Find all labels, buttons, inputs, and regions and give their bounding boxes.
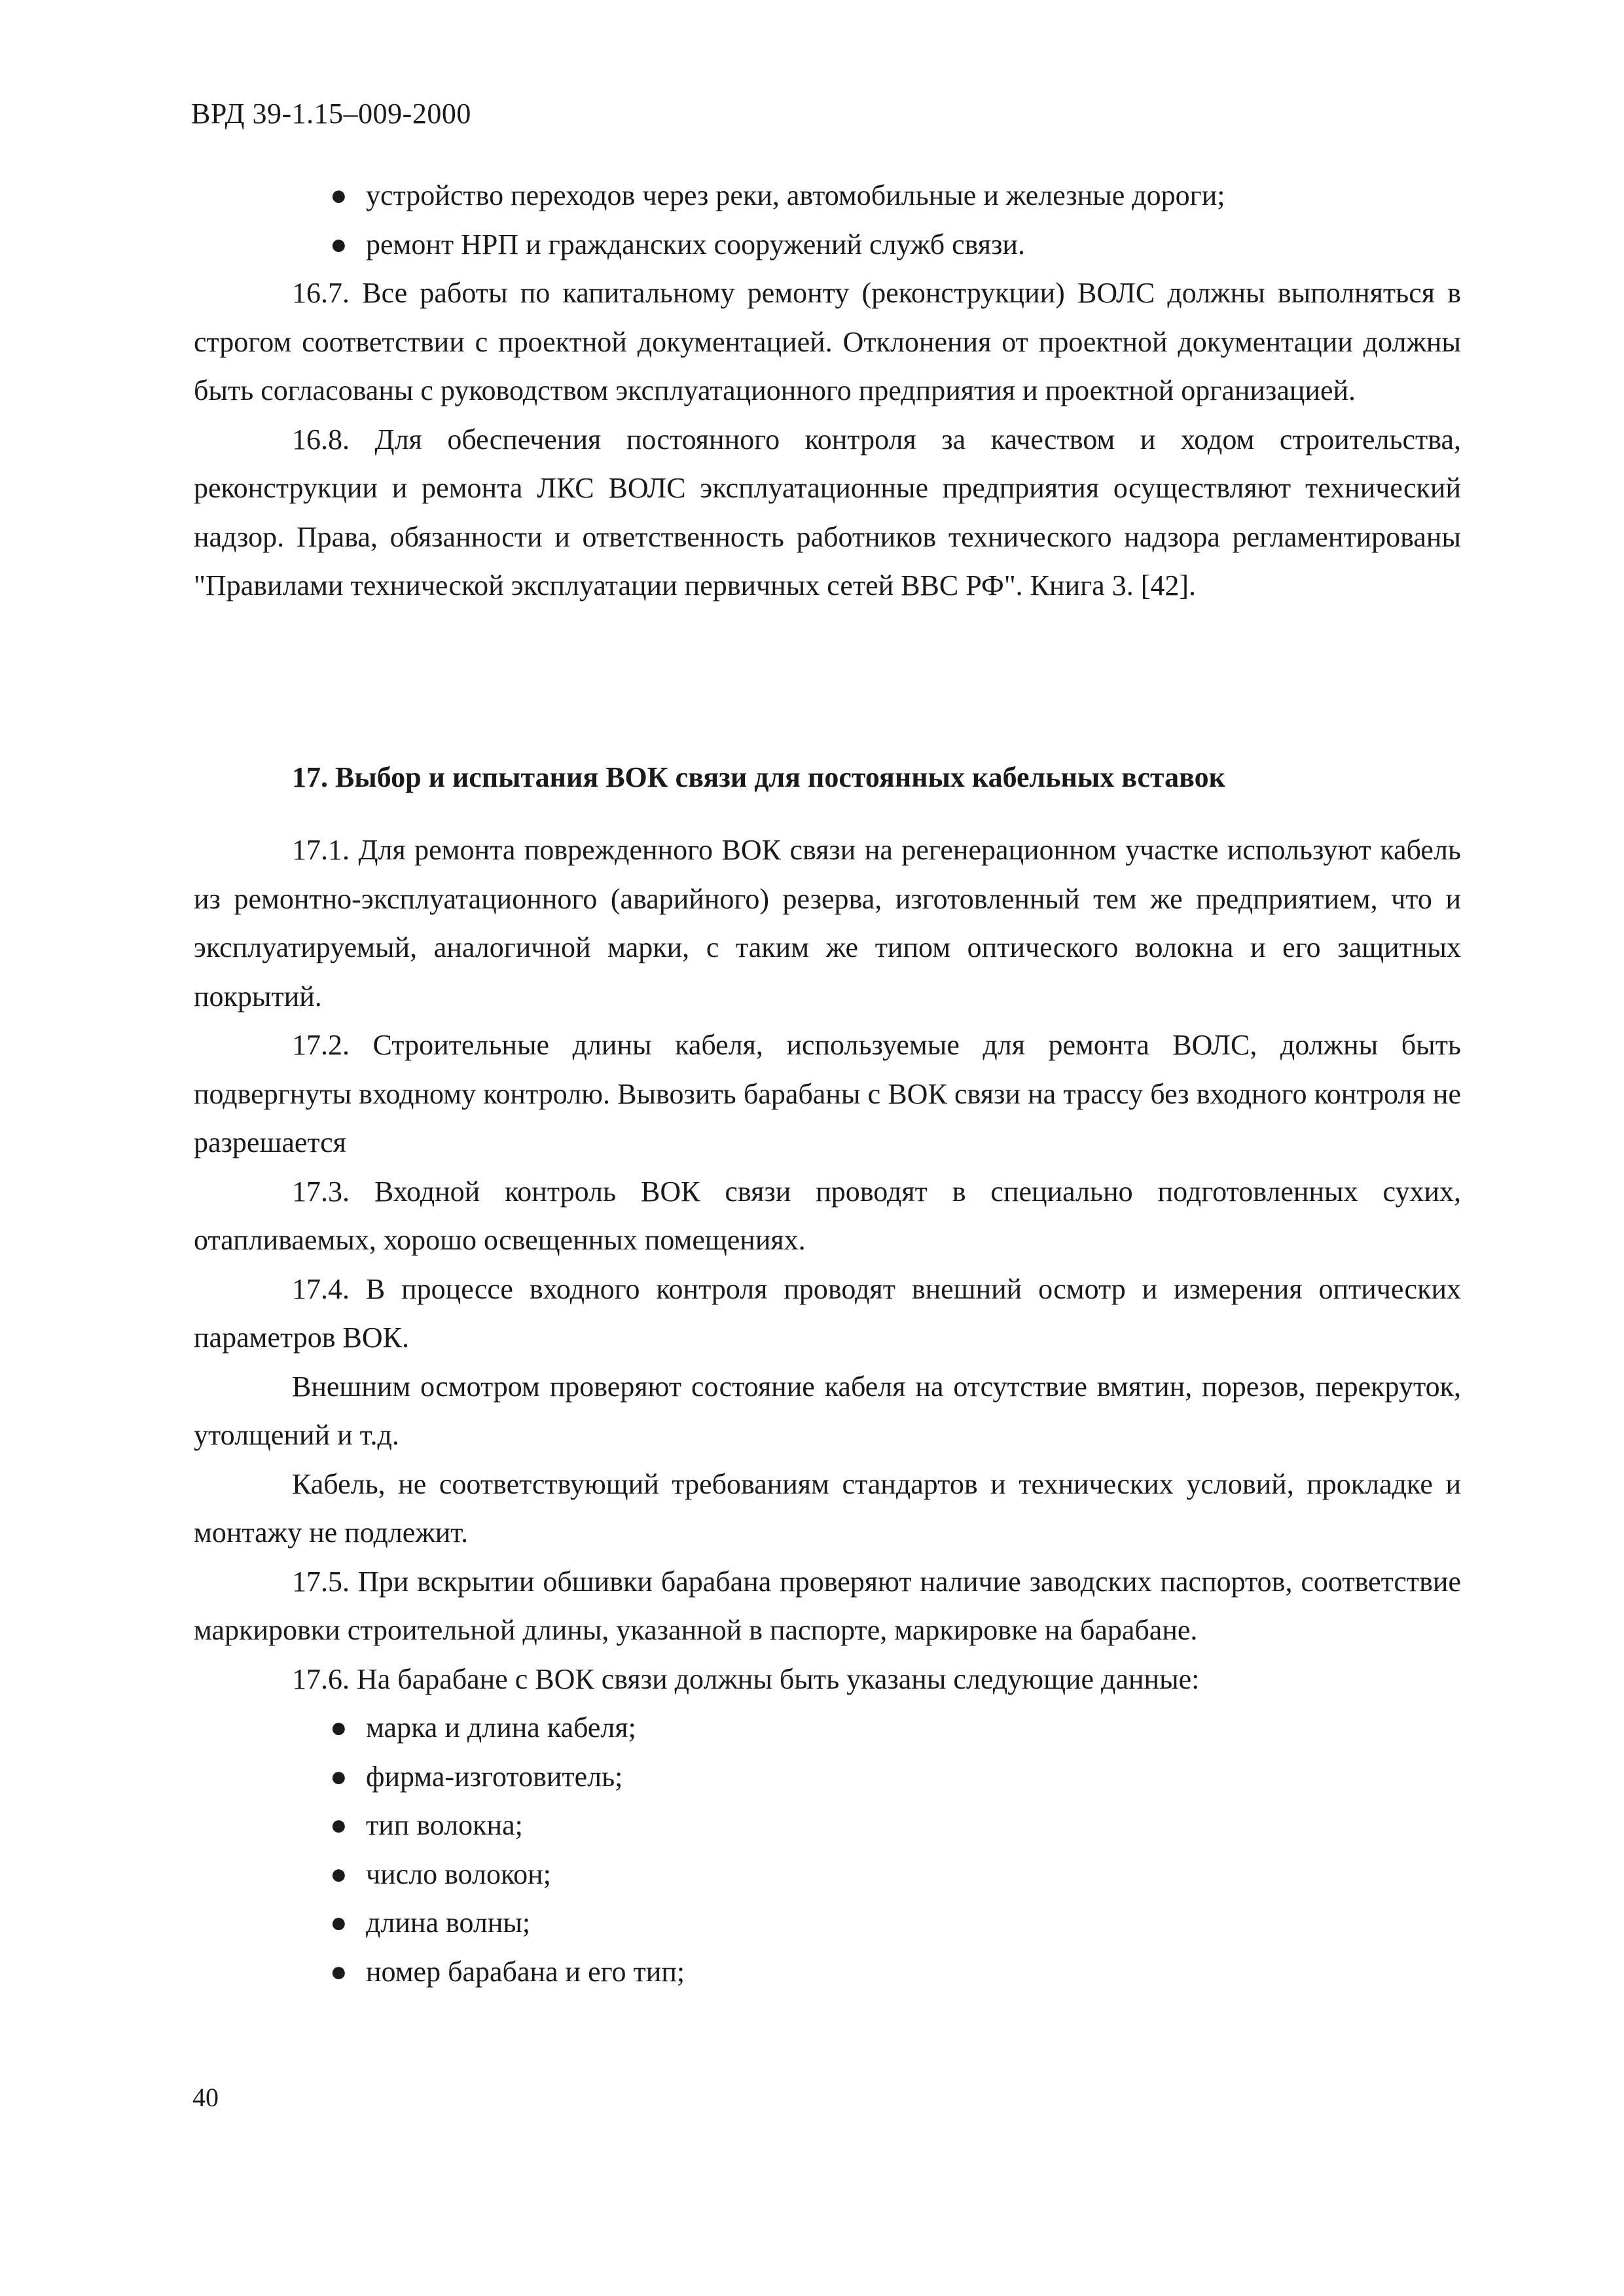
page-number: 40 xyxy=(192,2083,219,2112)
paragraph-17-2: 17.2. Строительные длины кабеля, используемые для ремонта ВОЛС, должны быть подвергнуты входному контролю. Вывозить барабаны с ВОК связи на трассу без входного контроля не разрешается xyxy=(194,1029,1461,1158)
list-item: ● фирма-изготовитель; xyxy=(194,1753,1461,1802)
list-item: ● тип волокна; xyxy=(194,1801,1461,1850)
list-item: ● номер барабана и его тип; xyxy=(194,1948,1461,1997)
section-heading: 17. Выбор и испытания ВОК связи для постоянных кабельных вставок xyxy=(292,761,1225,793)
bullet-icon: ● xyxy=(330,1857,348,1890)
list-item: ● марка и длина кабеля; xyxy=(194,1704,1461,1753)
paragraph-17-1: 17.1. Для ремонта поврежденного ВОК связи на регенерационном участке используют кабель из ремонтно-эксплуатационного (аварийного) резерва, изготовленный тем же предприятием, что и эксплуатируемый, аналогичной марки, с таким же типом оптического волокна и его защитных покрытий. xyxy=(194,834,1461,1013)
top-bullet-list xyxy=(194,171,1461,269)
bullet-icon: ● xyxy=(330,1712,348,1744)
paragraph-16-7: 16.7. Все работы по капитальному ремонту (реконструкции) ВОЛС должны выполняться в строгом соответствии с проектной документацией. Отклонения от проектной документации должны быть согласованы с руководством эксплуатационного предприятия и проектной организацией. xyxy=(194,277,1461,406)
paragraph-17-6: 17.6. На барабане с ВОК связи должны быть указаны следующие данные: xyxy=(292,1662,1200,1695)
paragraph-17-5: 17.5. При вскрытии обшивки барабана проверяют наличие заводских паспортов, соответствие маркировки строительной длины, указанной в паспорте, маркировке на барабане. xyxy=(194,1565,1461,1646)
paragraph-17-3: 17.3. Входной контроль ВОК связи проводят в специально подготовленных сухих, отапливаемых, хорошо освещенных помещениях. xyxy=(194,1175,1461,1256)
bullet-icon: ● xyxy=(330,1760,348,1793)
paragraph-cable-rejection: Кабель, не соответствующий требованиям стандартов и технических условий, прокладке и монтажу не подлежит. xyxy=(194,1467,1461,1549)
bullet-icon: ● xyxy=(330,1809,348,1841)
paragraph-16-8: 16.8. Для обеспечения постоянного контроля за качеством и ходом строительства, реконструкции и ремонта ЛКС ВОЛС эксплуатационные предприятия осуществляют технический надзор. Права, обязанности и ответственность работников технического надзора регламентированы "Правилами технической эксплуатации первичных сетей ВВС РФ". Книга 3. [42]. xyxy=(194,423,1461,601)
list-item: ● число волокон; xyxy=(194,1850,1461,1899)
section-17-text-block xyxy=(194,826,1461,1996)
paragraph-visual-inspection: Внешним осмотром проверяют состояние кабеля на отсутствие вмятин, порезов, перекруток, утолщений и т.д. xyxy=(194,1370,1461,1451)
bullet-icon: ● xyxy=(330,1955,348,1988)
list-item: ● длина волны; xyxy=(194,1899,1461,1948)
list-item: ● устройство переходов через реки, автомобильные и железные дороги; xyxy=(194,171,1461,221)
top-text-block xyxy=(194,171,1461,611)
bullet-icon: ● xyxy=(330,1907,348,1939)
drum-data-bullet-list xyxy=(194,1704,1461,1996)
bullet-icon: ● xyxy=(330,179,348,211)
running-header: ВРД 39-1.15–009-2000 xyxy=(191,98,471,130)
bullet-icon: ● xyxy=(330,228,348,260)
paragraph-17-4: 17.4. В процессе входного контроля проводят внешний осмотр и измерения оптических параметров ВОК. xyxy=(194,1272,1461,1354)
list-item: ● ремонт НРП и гражданских сооружений служб связи. xyxy=(194,221,1461,270)
